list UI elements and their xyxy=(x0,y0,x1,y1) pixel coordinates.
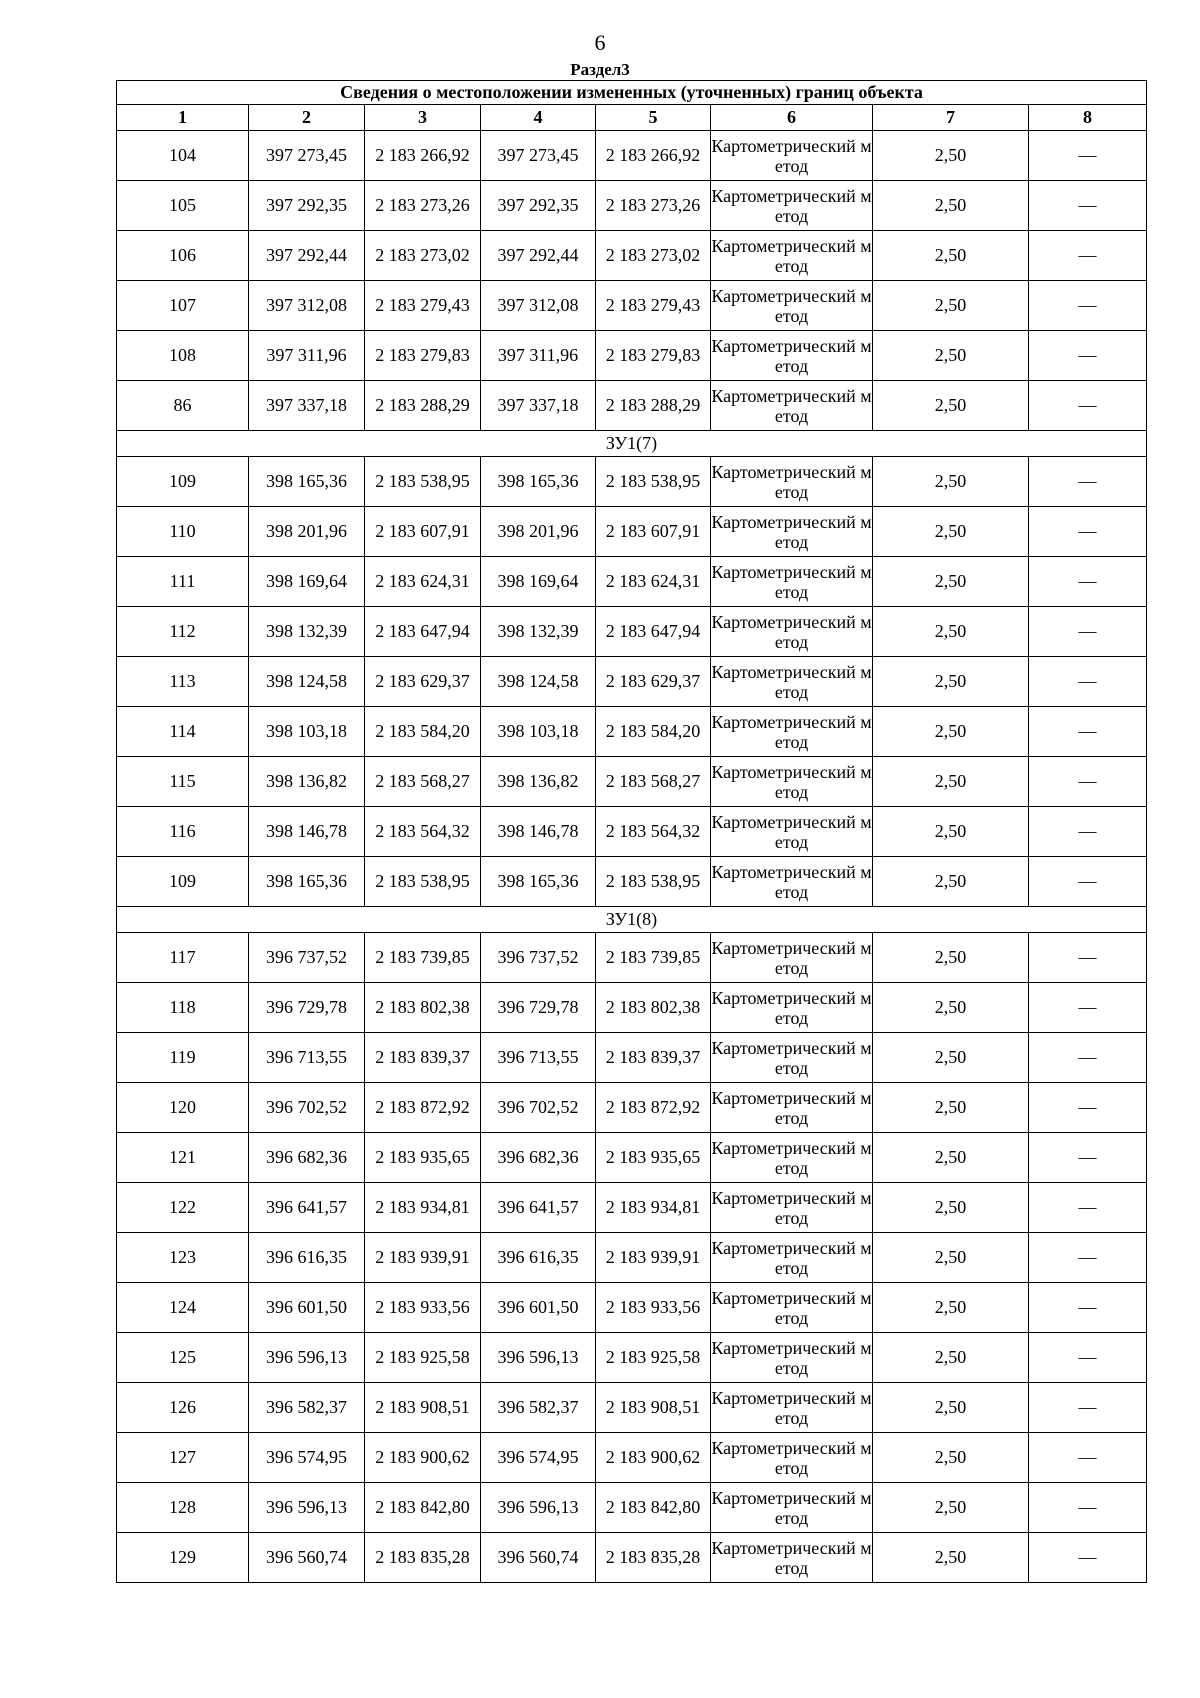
x-old-cell: 396 737,52 xyxy=(249,933,365,983)
table-row xyxy=(117,1233,1147,1283)
point-number-cell: 111 xyxy=(117,557,249,607)
y-old-cell: 2 183 273,26 xyxy=(365,181,481,231)
description-cell: — xyxy=(1029,1083,1147,1133)
method-cell: Картометрический метод xyxy=(711,1183,873,1233)
method-cell: Картометрический метод xyxy=(711,1033,873,1083)
point-number-cell: 126 xyxy=(117,1383,249,1433)
accuracy-cell: 2,50 xyxy=(873,657,1029,707)
description-cell: — xyxy=(1029,557,1147,607)
description-cell: — xyxy=(1029,857,1147,907)
description-cell: — xyxy=(1029,1033,1147,1083)
table-row xyxy=(117,607,1147,657)
method-cell: Картометрический метод xyxy=(711,1483,873,1533)
description-cell: — xyxy=(1029,1333,1147,1383)
method-cell: Картометрический метод xyxy=(711,331,873,381)
point-number-cell: 107 xyxy=(117,281,249,331)
y-new-cell: 2 183 908,51 xyxy=(596,1383,711,1433)
point-number-cell: 109 xyxy=(117,857,249,907)
accuracy-cell: 2,50 xyxy=(873,457,1029,507)
y-new-cell: 2 183 835,28 xyxy=(596,1533,711,1583)
table-row xyxy=(117,1283,1147,1333)
x-new-cell: 398 124,58 xyxy=(481,657,596,707)
y-new-cell: 2 183 935,65 xyxy=(596,1133,711,1183)
table-row xyxy=(117,181,1147,231)
x-new-cell: 398 165,36 xyxy=(481,457,596,507)
accuracy-cell: 2,50 xyxy=(873,607,1029,657)
y-new-cell: 2 183 624,31 xyxy=(596,557,711,607)
column-header: 2 xyxy=(249,105,365,131)
accuracy-cell: 2,50 xyxy=(873,281,1029,331)
x-new-cell: 396 641,57 xyxy=(481,1183,596,1233)
point-number-cell: 118 xyxy=(117,983,249,1033)
accuracy-cell: 2,50 xyxy=(873,983,1029,1033)
description-cell: — xyxy=(1029,1183,1147,1233)
accuracy-cell: 2,50 xyxy=(873,707,1029,757)
description-cell: — xyxy=(1029,231,1147,281)
x-new-cell: 396 737,52 xyxy=(481,933,596,983)
method-cell: Картометрический метод xyxy=(711,757,873,807)
table-row xyxy=(117,983,1147,1033)
column-header: 4 xyxy=(481,105,596,131)
y-old-cell: 2 183 584,20 xyxy=(365,707,481,757)
table-row xyxy=(117,381,1147,431)
x-new-cell: 396 574,95 xyxy=(481,1433,596,1483)
y-new-cell: 2 183 607,91 xyxy=(596,507,711,557)
y-old-cell: 2 183 739,85 xyxy=(365,933,481,983)
x-new-cell: 396 616,35 xyxy=(481,1233,596,1283)
method-cell: Картометрический метод xyxy=(711,983,873,1033)
y-new-cell: 2 183 629,37 xyxy=(596,657,711,707)
x-old-cell: 397 312,08 xyxy=(249,281,365,331)
accuracy-cell: 2,50 xyxy=(873,1383,1029,1433)
y-old-cell: 2 183 629,37 xyxy=(365,657,481,707)
x-old-cell: 396 641,57 xyxy=(249,1183,365,1233)
table-row xyxy=(117,1483,1147,1533)
page-number: 6 xyxy=(594,30,606,55)
table-row xyxy=(117,457,1147,507)
x-new-cell: 397 311,96 xyxy=(481,331,596,381)
y-new-cell: 2 183 564,32 xyxy=(596,807,711,857)
method-cell: Картометрический метод xyxy=(711,933,873,983)
y-new-cell: 2 183 872,92 xyxy=(596,1083,711,1133)
y-old-cell: 2 183 288,29 xyxy=(365,381,481,431)
point-number-cell: 117 xyxy=(117,933,249,983)
x-old-cell: 396 729,78 xyxy=(249,983,365,1033)
x-new-cell: 398 201,96 xyxy=(481,507,596,557)
table-row xyxy=(117,507,1147,557)
y-old-cell: 2 183 839,37 xyxy=(365,1033,481,1083)
point-number-cell: 120 xyxy=(117,1083,249,1133)
table-row xyxy=(117,1433,1147,1483)
y-old-cell: 2 183 538,95 xyxy=(365,857,481,907)
y-new-cell: 2 183 273,26 xyxy=(596,181,711,231)
point-number-cell: 116 xyxy=(117,807,249,857)
x-old-cell: 396 582,37 xyxy=(249,1383,365,1433)
y-old-cell: 2 183 835,28 xyxy=(365,1533,481,1583)
column-header: 7 xyxy=(873,105,1029,131)
y-new-cell: 2 183 647,94 xyxy=(596,607,711,657)
x-old-cell: 398 124,58 xyxy=(249,657,365,707)
accuracy-cell: 2,50 xyxy=(873,1033,1029,1083)
accuracy-cell: 2,50 xyxy=(873,1233,1029,1283)
method-cell: Картометрический метод xyxy=(711,1383,873,1433)
y-old-cell: 2 183 568,27 xyxy=(365,757,481,807)
point-number-cell: 86 xyxy=(117,381,249,431)
y-new-cell: 2 183 288,29 xyxy=(596,381,711,431)
x-new-cell: 396 596,13 xyxy=(481,1333,596,1383)
y-old-cell: 2 183 939,91 xyxy=(365,1233,481,1283)
y-old-cell: 2 183 266,92 xyxy=(365,131,481,181)
column-header: 8 xyxy=(1029,105,1147,131)
x-new-cell: 398 169,64 xyxy=(481,557,596,607)
description-cell: — xyxy=(1029,1233,1147,1283)
y-old-cell: 2 183 279,43 xyxy=(365,281,481,331)
y-old-cell: 2 183 279,83 xyxy=(365,331,481,381)
method-cell: Картометрический метод xyxy=(711,1133,873,1183)
y-new-cell: 2 183 273,02 xyxy=(596,231,711,281)
description-cell: — xyxy=(1029,507,1147,557)
x-new-cell: 397 337,18 xyxy=(481,381,596,431)
method-cell: Картометрический метод xyxy=(711,1283,873,1333)
y-old-cell: 2 183 624,31 xyxy=(365,557,481,607)
y-new-cell: 2 183 925,58 xyxy=(596,1333,711,1383)
y-new-cell: 2 183 842,80 xyxy=(596,1483,711,1533)
y-old-cell: 2 183 647,94 xyxy=(365,607,481,657)
accuracy-cell: 2,50 xyxy=(873,231,1029,281)
point-number-cell: 112 xyxy=(117,607,249,657)
x-old-cell: 396 601,50 xyxy=(249,1283,365,1333)
table-row xyxy=(117,1333,1147,1383)
description-cell: — xyxy=(1029,457,1147,507)
description-cell: — xyxy=(1029,131,1147,181)
description-cell: — xyxy=(1029,657,1147,707)
y-new-cell: 2 183 900,62 xyxy=(596,1433,711,1483)
x-new-cell: 397 273,45 xyxy=(481,131,596,181)
point-number-cell: 104 xyxy=(117,131,249,181)
column-header: 1 xyxy=(117,105,249,131)
method-cell: Картометрический метод xyxy=(711,457,873,507)
x-new-cell: 398 136,82 xyxy=(481,757,596,807)
point-number-cell: 114 xyxy=(117,707,249,757)
accuracy-cell: 2,50 xyxy=(873,757,1029,807)
x-old-cell: 398 165,36 xyxy=(249,857,365,907)
point-number-cell: 119 xyxy=(117,1033,249,1083)
table-row xyxy=(117,657,1147,707)
y-new-cell: 2 183 933,56 xyxy=(596,1283,711,1333)
y-old-cell: 2 183 607,91 xyxy=(365,507,481,557)
y-old-cell: 2 183 934,81 xyxy=(365,1183,481,1233)
method-cell: Картометрический метод xyxy=(711,557,873,607)
table-row xyxy=(117,807,1147,857)
description-cell: — xyxy=(1029,1433,1147,1483)
table-row xyxy=(117,933,1147,983)
description-cell: — xyxy=(1029,933,1147,983)
accuracy-cell: 2,50 xyxy=(873,507,1029,557)
table-row xyxy=(117,1133,1147,1183)
x-new-cell: 396 596,13 xyxy=(481,1483,596,1533)
accuracy-cell: 2,50 xyxy=(873,1333,1029,1383)
x-new-cell: 396 682,36 xyxy=(481,1133,596,1183)
accuracy-cell: 2,50 xyxy=(873,1283,1029,1333)
point-number-cell: 113 xyxy=(117,657,249,707)
table-row xyxy=(117,281,1147,331)
table-caption-row xyxy=(117,81,1147,105)
table-row xyxy=(117,131,1147,181)
x-old-cell: 396 596,13 xyxy=(249,1483,365,1533)
method-cell: Картометрический метод xyxy=(711,131,873,181)
group-label: ЗУ1(7) xyxy=(117,431,1147,457)
method-cell: Картометрический метод xyxy=(711,281,873,331)
x-old-cell: 396 702,52 xyxy=(249,1083,365,1133)
y-old-cell: 2 183 935,65 xyxy=(365,1133,481,1183)
x-old-cell: 398 169,64 xyxy=(249,557,365,607)
accuracy-cell: 2,50 xyxy=(873,181,1029,231)
x-old-cell: 398 201,96 xyxy=(249,507,365,557)
table-row xyxy=(117,857,1147,907)
y-new-cell: 2 183 538,95 xyxy=(596,457,711,507)
table-row xyxy=(117,757,1147,807)
x-new-cell: 396 729,78 xyxy=(481,983,596,1033)
accuracy-cell: 2,50 xyxy=(873,933,1029,983)
x-old-cell: 396 682,36 xyxy=(249,1133,365,1183)
x-old-cell: 397 292,35 xyxy=(249,181,365,231)
group-row xyxy=(117,431,1147,457)
description-cell: — xyxy=(1029,983,1147,1033)
method-cell: Картометрический метод xyxy=(711,1433,873,1483)
table-row xyxy=(117,1083,1147,1133)
point-number-cell: 124 xyxy=(117,1283,249,1333)
description-cell: — xyxy=(1029,1133,1147,1183)
y-new-cell: 2 183 279,43 xyxy=(596,281,711,331)
method-cell: Картометрический метод xyxy=(711,807,873,857)
point-number-cell: 105 xyxy=(117,181,249,231)
accuracy-cell: 2,50 xyxy=(873,381,1029,431)
x-new-cell: 396 582,37 xyxy=(481,1383,596,1433)
accuracy-cell: 2,50 xyxy=(873,857,1029,907)
method-cell: Картометрический метод xyxy=(711,1233,873,1283)
x-new-cell: 398 103,18 xyxy=(481,707,596,757)
x-new-cell: 396 713,55 xyxy=(481,1033,596,1083)
y-old-cell: 2 183 842,80 xyxy=(365,1483,481,1533)
y-new-cell: 2 183 266,92 xyxy=(596,131,711,181)
accuracy-cell: 2,50 xyxy=(873,1433,1029,1483)
y-old-cell: 2 183 538,95 xyxy=(365,457,481,507)
y-old-cell: 2 183 273,02 xyxy=(365,231,481,281)
x-new-cell: 396 560,74 xyxy=(481,1533,596,1583)
y-new-cell: 2 183 839,37 xyxy=(596,1033,711,1083)
coordinates-table xyxy=(116,80,1147,1583)
x-old-cell: 396 560,74 xyxy=(249,1533,365,1583)
point-number-cell: 122 xyxy=(117,1183,249,1233)
x-old-cell: 397 292,44 xyxy=(249,231,365,281)
method-cell: Картометрический метод xyxy=(711,181,873,231)
column-header: 5 xyxy=(596,105,711,131)
table-row xyxy=(117,1033,1147,1083)
point-number-cell: 123 xyxy=(117,1233,249,1283)
x-new-cell: 397 292,44 xyxy=(481,231,596,281)
method-cell: Картометрический метод xyxy=(711,707,873,757)
column-header: 3 xyxy=(365,105,481,131)
x-new-cell: 398 132,39 xyxy=(481,607,596,657)
table-row xyxy=(117,1533,1147,1583)
point-number-cell: 127 xyxy=(117,1433,249,1483)
x-new-cell: 397 292,35 xyxy=(481,181,596,231)
x-new-cell: 397 312,08 xyxy=(481,281,596,331)
method-cell: Картометрический метод xyxy=(711,857,873,907)
y-old-cell: 2 183 802,38 xyxy=(365,983,481,1033)
table-row xyxy=(117,231,1147,281)
point-number-cell: 109 xyxy=(117,457,249,507)
point-number-cell: 106 xyxy=(117,231,249,281)
description-cell: — xyxy=(1029,181,1147,231)
y-new-cell: 2 183 584,20 xyxy=(596,707,711,757)
description-cell: — xyxy=(1029,281,1147,331)
y-new-cell: 2 183 802,38 xyxy=(596,983,711,1033)
x-old-cell: 397 273,45 xyxy=(249,131,365,181)
y-new-cell: 2 183 538,95 xyxy=(596,857,711,907)
group-row xyxy=(117,907,1147,933)
method-cell: Картометрический метод xyxy=(711,381,873,431)
x-old-cell: 396 574,95 xyxy=(249,1433,365,1483)
description-cell: — xyxy=(1029,757,1147,807)
accuracy-cell: 2,50 xyxy=(873,1083,1029,1133)
method-cell: Картометрический метод xyxy=(711,231,873,281)
x-old-cell: 396 596,13 xyxy=(249,1333,365,1383)
y-new-cell: 2 183 568,27 xyxy=(596,757,711,807)
x-new-cell: 396 601,50 xyxy=(481,1283,596,1333)
point-number-cell: 129 xyxy=(117,1533,249,1583)
description-cell: — xyxy=(1029,707,1147,757)
description-cell: — xyxy=(1029,1533,1147,1583)
x-old-cell: 397 311,96 xyxy=(249,331,365,381)
y-new-cell: 2 183 739,85 xyxy=(596,933,711,983)
table-header-row xyxy=(117,105,1147,131)
table-row xyxy=(117,1383,1147,1433)
y-new-cell: 2 183 939,91 xyxy=(596,1233,711,1283)
x-old-cell: 398 103,18 xyxy=(249,707,365,757)
x-old-cell: 398 146,78 xyxy=(249,807,365,857)
point-number-cell: 128 xyxy=(117,1483,249,1533)
table-row xyxy=(117,1183,1147,1233)
accuracy-cell: 2,50 xyxy=(873,131,1029,181)
method-cell: Картометрический метод xyxy=(711,657,873,707)
y-old-cell: 2 183 908,51 xyxy=(365,1383,481,1433)
description-cell: — xyxy=(1029,1283,1147,1333)
point-number-cell: 125 xyxy=(117,1333,249,1383)
section-title: Раздел3 xyxy=(570,60,630,79)
description-cell: — xyxy=(1029,381,1147,431)
method-cell: Картометрический метод xyxy=(711,1083,873,1133)
table-row xyxy=(117,707,1147,757)
x-old-cell: 397 337,18 xyxy=(249,381,365,431)
description-cell: — xyxy=(1029,1383,1147,1433)
point-number-cell: 110 xyxy=(117,507,249,557)
accuracy-cell: 2,50 xyxy=(873,807,1029,857)
table-caption: Сведения о местоположении измененных (уточненных) границ объекта xyxy=(117,81,1147,105)
x-new-cell: 398 146,78 xyxy=(481,807,596,857)
y-new-cell: 2 183 279,83 xyxy=(596,331,711,381)
description-cell: — xyxy=(1029,1483,1147,1533)
table-row xyxy=(117,557,1147,607)
x-old-cell: 398 165,36 xyxy=(249,457,365,507)
y-old-cell: 2 183 925,58 xyxy=(365,1333,481,1383)
y-old-cell: 2 183 872,92 xyxy=(365,1083,481,1133)
accuracy-cell: 2,50 xyxy=(873,1183,1029,1233)
point-number-cell: 108 xyxy=(117,331,249,381)
description-cell: — xyxy=(1029,807,1147,857)
group-label: ЗУ1(8) xyxy=(117,907,1147,933)
accuracy-cell: 2,50 xyxy=(873,1533,1029,1583)
accuracy-cell: 2,50 xyxy=(873,1133,1029,1183)
y-old-cell: 2 183 933,56 xyxy=(365,1283,481,1333)
column-header: 6 xyxy=(711,105,873,131)
method-cell: Картометрический метод xyxy=(711,1333,873,1383)
method-cell: Картометрический метод xyxy=(711,607,873,657)
method-cell: Картометрический метод xyxy=(711,1533,873,1583)
point-number-cell: 115 xyxy=(117,757,249,807)
table-row xyxy=(117,331,1147,381)
accuracy-cell: 2,50 xyxy=(873,1483,1029,1533)
method-cell: Картометрический метод xyxy=(711,507,873,557)
x-new-cell: 398 165,36 xyxy=(481,857,596,907)
x-old-cell: 398 136,82 xyxy=(249,757,365,807)
table-body xyxy=(117,131,1147,1583)
x-old-cell: 396 616,35 xyxy=(249,1233,365,1283)
y-old-cell: 2 183 900,62 xyxy=(365,1433,481,1483)
x-old-cell: 398 132,39 xyxy=(249,607,365,657)
x-old-cell: 396 713,55 xyxy=(249,1033,365,1083)
y-old-cell: 2 183 564,32 xyxy=(365,807,481,857)
description-cell: — xyxy=(1029,331,1147,381)
accuracy-cell: 2,50 xyxy=(873,331,1029,381)
x-new-cell: 396 702,52 xyxy=(481,1083,596,1133)
accuracy-cell: 2,50 xyxy=(873,557,1029,607)
y-new-cell: 2 183 934,81 xyxy=(596,1183,711,1233)
point-number-cell: 121 xyxy=(117,1133,249,1183)
description-cell: — xyxy=(1029,607,1147,657)
